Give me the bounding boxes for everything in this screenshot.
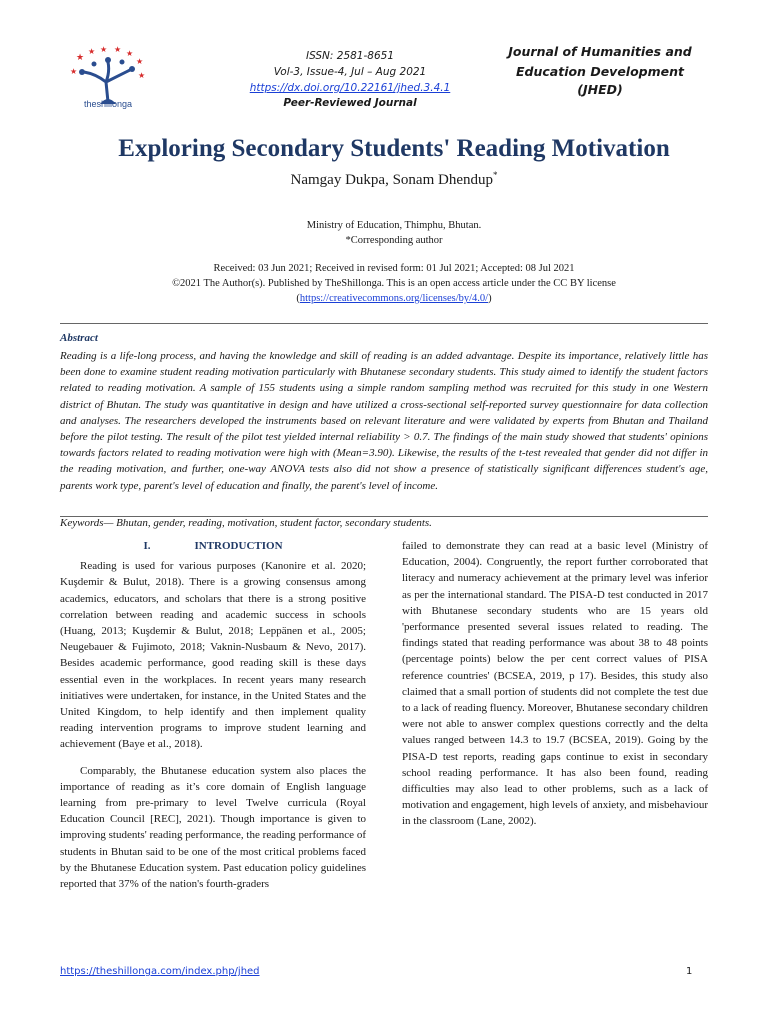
corresponding-author-note: *Corresponding author xyxy=(345,235,443,246)
license-link[interactable]: https://creativecommons.org/licenses/by/4.0/ xyxy=(299,293,489,304)
journal-name-line-2: Education Development xyxy=(515,64,684,79)
journal-abbreviation: (JHED) xyxy=(577,82,623,97)
section-number: I. xyxy=(143,540,151,552)
doi-link[interactable]: https://dx.doi.org/10.22161/jhed.3.4.1 xyxy=(249,82,451,94)
abstract-heading: Abstract xyxy=(60,332,98,344)
keywords: Keywords— Bhutan, gender, reading, motivation, student factor, secondary students. xyxy=(60,517,432,529)
svg-text:★: ★ xyxy=(88,47,96,56)
svg-text:★: ★ xyxy=(114,45,122,54)
svg-text:★: ★ xyxy=(126,49,134,58)
section-title: INTRODUCTION xyxy=(194,540,283,552)
svg-text:★: ★ xyxy=(70,67,78,76)
paragraph: failed to demonstrate they can read at a basic level (Ministry of Education, 2004). Congruently, the report further corroborated that literacy and numeracy achievement at the primary level was inferior as per the international standard. The PISA-D test conducted in 2017 with Bhutanese secondary students who are 15 years old 'performance presented several issues related to reading. The findings stated that reading performance was about 38 to 48 points (percentage points) below the per cent correct values of PISA reference countries' (BCSEA, 2019, p 17). Besides, this study also claimed that a small portion of students did not complete the test due to a lack of reading fluency. Moreover, Bhutanese secondary children were not able to answer complex questions correctly and the delta values ranged between 14.3 to 19.7 (BCSEA, 2019). Going by the PISA-D test reports, reading gaps continue to exist in secondary school reading performance. It has also been found, reading difficulties may also lead to other problems, such as a lack of motivation and engagement, high levels of anxiety, and misbehaviour in the classroom (Lane, 2002). xyxy=(402,540,708,828)
paragraph: Comparably, the Bhutanese education system also places the importance of reading as it’s core domain of English language learning from pre-primary to level Twelve curricula (Royal Education Council [REC], 2021). Though importance is given to improving students' reading performance, the reading performance of students in Bhutan said to be one of the most critical problems faced by the Bhutanese Education system. Past education policy guidelines reported that 37% of the nation's fourth-graders xyxy=(60,764,366,891)
peer-reviewed-label: Peer-Reviewed Journal xyxy=(283,97,417,109)
article-title: Exploring Secondary Students' Reading Motivation xyxy=(118,135,670,162)
svg-text:★: ★ xyxy=(76,53,85,63)
volume-issue: Vol-3, Issue-4, Jul – Aug 2021 xyxy=(273,66,427,78)
article-dates: Received: 03 Jun 2021; Received in revised form: 01 Jul 2021; Accepted: 08 Jul 2021 xyxy=(213,263,575,274)
left-column xyxy=(60,538,366,902)
affiliation: Ministry of Education, Thimphu, Bhutan. xyxy=(306,220,482,231)
issn: ISSN: 2581-8651 xyxy=(305,50,394,62)
section-heading xyxy=(60,538,366,554)
logo-text: theshillonga xyxy=(83,99,133,109)
divider xyxy=(60,323,708,324)
license-statement: ©2021 The Author(s). Published by TheShillonga. This is an open access article under the CC BY license xyxy=(172,278,616,289)
svg-text:★: ★ xyxy=(136,57,144,66)
author-line xyxy=(40,170,748,189)
license-url-line: (https://creativecommons.org/licenses/by/4.0/) xyxy=(296,293,492,304)
paragraph: Reading is used for various purposes (Kanonire et al. 2020; Kuşdemir & Bulut, 2018). There is a growing consensus among academics, educators, and scholars that there is a strong positive correlation between reading and academic success in schools (Huang, 2013; Kuşdemir & Bulut, 2018; Leppänen et al., 2005; Neugebauer & Fujimoto, 2018; Vaknin-Nusbaum & Nevo, 2017). Besides academic performance, good reading skill is these days essential even in the workplaces. In recent years many research initiatives were undertaken, for instance, in the United States and the United Kingdom, to help identify and then implement quality reading intervention programs to improve student learning and achievement (Baye et al., 2018). xyxy=(60,560,366,751)
svg-text:★: ★ xyxy=(100,45,108,54)
footer-journal-link[interactable]: https://theshillonga.com/index.php/jhed xyxy=(60,966,260,977)
corresponding-mark: * xyxy=(492,170,498,180)
abstract-body: Reading is a life-long process, and having the knowledge and skill of reading is an added advantage. Despite its importance, relatively little has been done to examine student reading motivation particularly with Bhutanese secondary students. This study aimed to identify the student factors related to reading motivation. A sample of 155 students using a simple random sampling method was recruited for this study in one Western district of Bhutan. The study was quantitative in design and have utilized a cross-sectional self-reported survey questionnaire for data collection and analyses. The researchers developed the instruments based on relevant literature and were validated by experts from Bhutan and Thailand before the pilot testing. The result of the pilot test yielded internal reliability > 0.7. The findings of the main study showed that students' opinions towards factors related to reading motivation were high with (Mean=3.90). Likewise, the results of the t-test revealed that gender did not differ in the reading motivation, and further, one-way ANOVA tests also did not show a presence of statistically significant differences student's age, parents work type, parent's level of education and finally, the parent's level of income. xyxy=(60,350,708,492)
page-number: 1 xyxy=(686,966,693,977)
authors: Namgay Dukpa, Sonam Dhendup xyxy=(290,172,493,188)
svg-text:★: ★ xyxy=(138,71,146,80)
journal-name-line-1: Journal of Humanities and xyxy=(508,44,692,59)
right-column xyxy=(402,538,708,840)
